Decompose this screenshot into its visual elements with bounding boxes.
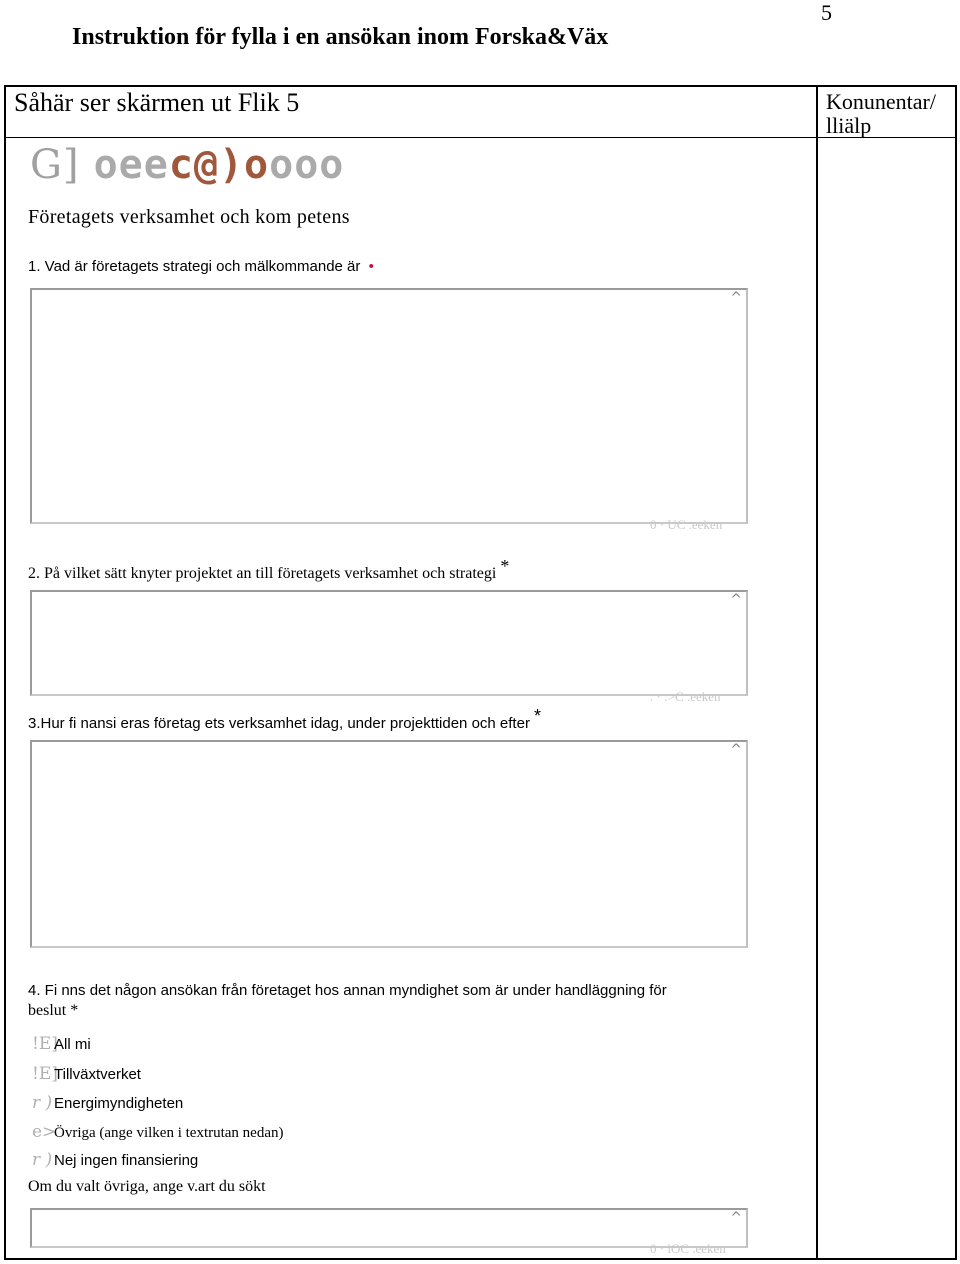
option-nej-ingen-finansiering[interactable] <box>32 1150 198 1170</box>
scroll-up-arrow-icon[interactable]: ^ <box>730 1210 742 1226</box>
page-title: Instruktion för fylla i en ansökan inom Forska&Väx <box>72 24 609 50</box>
screen-title: Såhär ser skärmen ut Flik 5 <box>14 88 300 117</box>
question-2-text: 2. På vilket sätt knyter projektet an till företagets verksamhet och strategi <box>28 565 497 582</box>
question-1-text: 1. Vad är företagets strategi och mälkommande är <box>28 258 361 275</box>
section-title: Företagets verksamhet och kom petens <box>28 206 350 228</box>
option-label: All mi <box>54 1036 91 1053</box>
question-3-required-star: * <box>533 706 541 726</box>
question-3-label <box>28 706 541 733</box>
question-4-label-line1: 4. Fi nns det någon ansökan från företaget hos annan myndighet som är under handläggning för <box>28 982 667 999</box>
option-label: Nej ingen finansiering <box>54 1152 199 1169</box>
question-1-textarea[interactable] <box>30 288 748 524</box>
radio-icon[interactable]: r ) <box>32 1150 53 1170</box>
tab-logo-bracket: G] <box>30 142 80 188</box>
question-2-required-star: * <box>500 556 510 576</box>
question-4-label-line2: beslut * <box>28 1002 79 1019</box>
page-number: 5 <box>821 0 832 25</box>
option-label: Övriga (ange vilken i textrutan nedan) <box>54 1125 284 1141</box>
question-2-textarea[interactable] <box>30 590 748 696</box>
question-1-label <box>28 258 374 275</box>
question-3-text: 3.Hur fi nansi eras företag ets verksamhet idag, under projekttiden och efter <box>28 715 530 732</box>
question-2-char-counter: . · :>C .eeken <box>650 689 721 704</box>
checkbox-icon[interactable]: !E] <box>32 1064 58 1084</box>
option-tillvaxtverket[interactable] <box>32 1064 141 1084</box>
comment-column-title: Konunentar/ lliälp <box>826 89 936 138</box>
other-specify-char-counter: 0 · lOC .eeken <box>650 1241 726 1256</box>
other-specify-label: Om du valt övriga, ange v.art du sökt <box>28 1178 266 1195</box>
question-1-char-counter: 0 · UC .eeken <box>650 517 723 532</box>
option-label: Tillväxtverket <box>54 1066 141 1083</box>
frame-header-divider <box>4 137 957 138</box>
option-almi[interactable] <box>32 1034 91 1054</box>
question-1-required-marker: • <box>368 258 374 275</box>
tab-logo <box>30 142 344 188</box>
option-energimyndigheten[interactable] <box>32 1093 183 1113</box>
question-2-label <box>28 556 510 583</box>
tab-logo-accent: c@)o <box>168 142 270 188</box>
tab-logo-part1: oee <box>93 142 169 188</box>
checkbox-icon[interactable]: !E] <box>32 1034 58 1054</box>
radio-icon[interactable]: r ) <box>32 1093 53 1113</box>
scroll-up-arrow-icon[interactable]: ^ <box>730 592 742 608</box>
other-specify-textarea[interactable] <box>30 1208 748 1248</box>
option-label: Energimyndigheten <box>54 1095 184 1112</box>
question-3-textarea[interactable] <box>30 740 748 948</box>
scroll-up-arrow-icon[interactable]: ^ <box>730 742 742 758</box>
scroll-up-arrow-icon[interactable]: ^ <box>730 290 742 306</box>
frame-column-divider <box>816 85 818 1260</box>
option-ovriga[interactable] <box>32 1122 284 1142</box>
tab-logo-part2: ooo <box>269 142 345 188</box>
radio-icon[interactable]: e> <box>32 1122 57 1142</box>
